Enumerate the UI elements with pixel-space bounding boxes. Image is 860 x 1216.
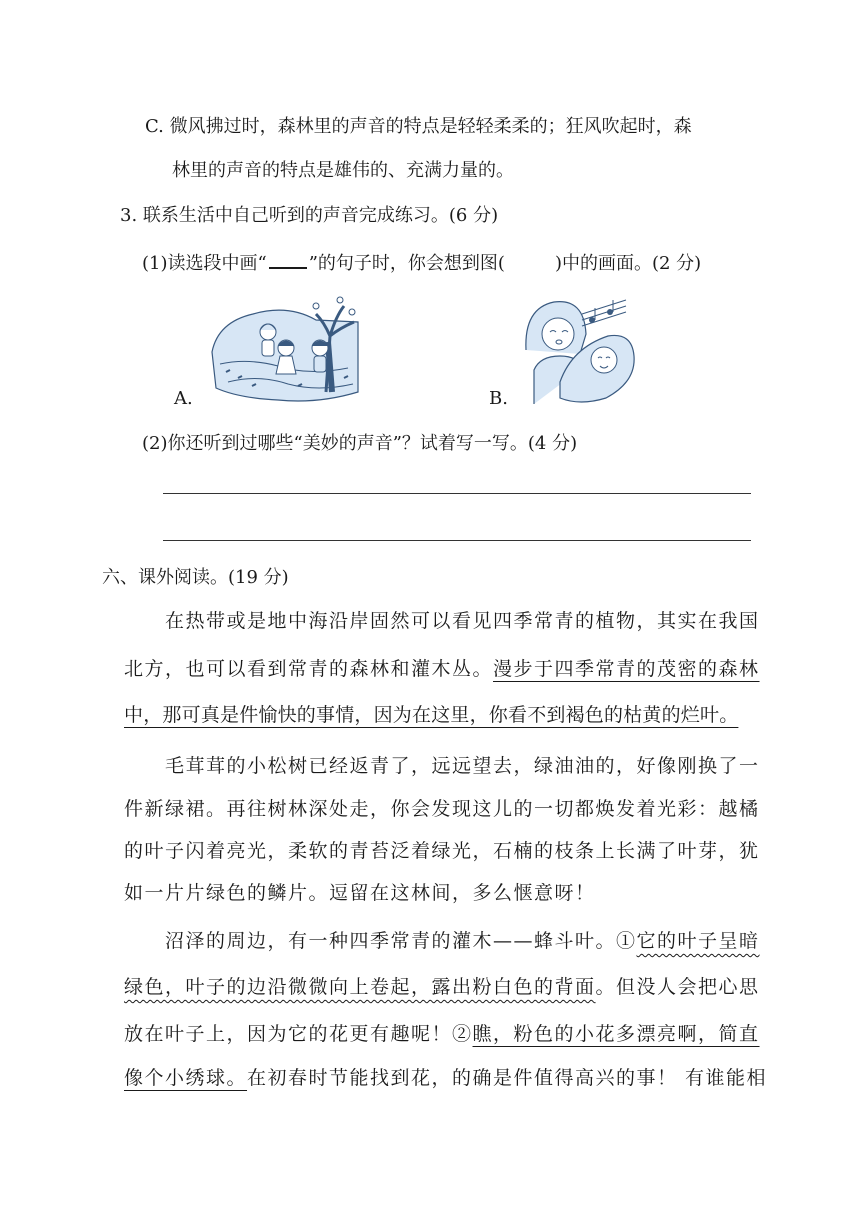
passage-text: 在初春时节能找到花，的确是件值得高兴的事！ 有谁能相 — [247, 1067, 768, 1089]
picture-label-a: A. — [174, 388, 193, 409]
passage-line — [124, 655, 760, 683]
q3-1-text-c: )中的画面。(2 分) — [554, 253, 702, 274]
q3-1-text-b: ”的句子时，你会想到图( — [308, 253, 505, 274]
passage-line: 的叶子闪着亮光，柔软的青苔泛着绿光，石楠的枝条上长满了叶芽，犹 — [124, 840, 760, 862]
passage-text: 放在叶子上，因为它的花更有趣呢！② — [124, 1023, 473, 1045]
passage-line: 毛茸茸的小松树已经返青了，远远望去，绿油油的，好像刚换了一 — [165, 755, 760, 777]
question-3-2: (2)你还听到过哪些“美妙的声音”？试着写一写。(4 分) — [142, 433, 578, 454]
passage-line — [124, 1064, 767, 1092]
answer-line-1[interactable] — [163, 493, 751, 494]
picture-label-b: B. — [489, 388, 508, 409]
option-c-line2: 林里的声音的特点是雄伟的、充满力量的。 — [172, 160, 514, 181]
wavy-underlined-sentence-1-cont: 绿色，叶子的边沿微微向上卷起，露出粉白色的背面 — [124, 976, 596, 998]
answer-line-2[interactable] — [163, 540, 751, 541]
option-c-line1: C. 微风拂过时，森林里的声音的特点是轻轻柔柔的；狂风吹起时，森 — [145, 116, 692, 137]
question-3-1 — [142, 251, 701, 277]
passage-line: 如一片片绿色的鳞片。逗留在这林间，多么惬意呀！ — [124, 882, 596, 904]
children-playing-outdoors-illustration — [208, 292, 366, 406]
q3-1-text-a: (1)读选段中画“ — [142, 253, 267, 274]
underlined-sentence-2-cont: 像个小绣球。 — [124, 1067, 248, 1089]
underlined-sentence: 中，那可真是件愉快的事情，因为在这里，你看不到褐色的枯黄的烂叶。 — [124, 704, 739, 726]
passage-text: 北方，也可以看到常青的森林和灌木丛。 — [124, 658, 494, 680]
passage-line — [124, 973, 760, 1001]
passage-line — [124, 1020, 760, 1048]
passage-line: 在热带或是地中海沿岸固然可以看见四季常青的植物，其实在我国 — [165, 610, 760, 632]
underline-sample — [269, 253, 307, 269]
passage-line: 件新绿裙。再往树林深处走，你会发现这儿的一切都焕发着光彩：越橘 — [124, 798, 760, 820]
underlined-sentence: 漫步于四季常青的茂密的森林 — [493, 658, 760, 680]
mother-singing-to-baby-illustration — [520, 294, 638, 406]
passage-text: 。但没人会把心思 — [595, 976, 760, 998]
underlined-sentence-2: 瞧，粉色的小花多漂亮啊，简直 — [472, 1023, 760, 1045]
section-6-title: 六、课外阅读。(19 分) — [102, 567, 289, 588]
passage-line — [124, 701, 738, 729]
question-3-title: 3. 联系生活中自己听到的声音完成练习。(6 分) — [120, 205, 499, 226]
wavy-underlined-sentence-1: 它的叶子呈暗 — [636, 930, 760, 952]
passage-line — [165, 927, 760, 955]
passage-text: 沼泽的周边，有一种四季常青的灌木——蜂斗叶。① — [165, 930, 637, 952]
